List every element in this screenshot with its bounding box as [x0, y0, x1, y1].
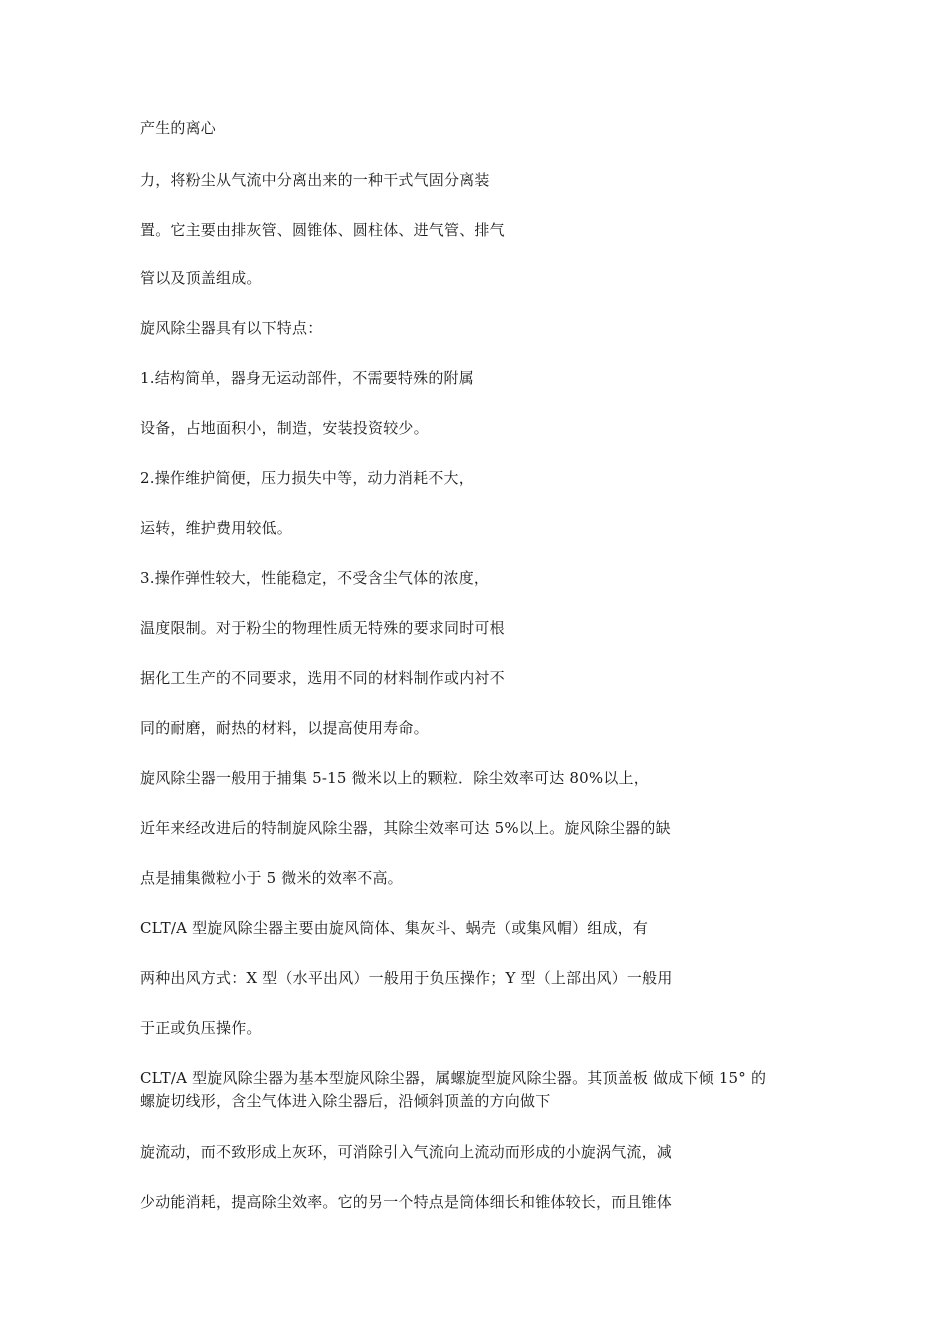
text-line: 据化工生产的不同要求，选用不同的材料制作或内衬不 [140, 669, 505, 687]
text-line: 两种出风方式：X 型（水平出风）一般用于负压操作；Y 型（上部出风）一般用 [140, 969, 673, 987]
text-line: 旋流动，而不致形成上灰环，可消除引入气流向上流动而形成的小旋涡气流，减 [140, 1143, 673, 1161]
text-line: 温度限制。对于粉尘的物理性质无特殊的要求同时可根 [140, 619, 505, 637]
text-line: 1.结构简单，器身无运动部件，不需要特殊的附属 [140, 369, 474, 387]
text-line: 产生的离心 [140, 119, 217, 137]
text-line: 3.操作弹性较大，性能稳定，不受含尘气体的浓度， [140, 569, 490, 587]
text-line: 设备，占地面积小，制造，安装投资较少。 [140, 419, 429, 437]
text-line: 螺旋切线形，含尘气体进入除尘器后，沿倾斜顶盖的方向做下 [140, 1092, 551, 1110]
text-line: 管以及顶盖组成。 [140, 269, 262, 287]
text-line: 置。它主要由排灰管、圆锥体、圆柱体、进气管、排气 [140, 221, 505, 239]
text-line: 同的耐磨，耐热的材料，以提高使用寿命。 [140, 719, 429, 737]
text-line: 力，将粉尘从气流中分离出来的一种干式气固分离装 [140, 171, 490, 189]
text-line: 2.操作维护简便，压力损失中等，动力消耗不大， [140, 469, 474, 487]
text-line: 于正或负压操作。 [140, 1019, 262, 1037]
text-line: 近年来经改进后的特制旋风除尘器，其除尘效率可达 5%以上。旋风除尘器的缺 [140, 819, 671, 837]
text-line: 少动能消耗，提高除尘效率。它的另一个特点是筒体细长和锥体较长，而且锥体 [140, 1193, 673, 1211]
text-line: CLT/A 型旋风除尘器主要由旋风筒体、集灰斗、蜗壳（或集风帽）组成，有 [140, 919, 649, 937]
text-line: 运转，维护费用较低。 [140, 519, 293, 537]
text-line: 旋风除尘器具有以下特点： [140, 319, 323, 337]
text-line: 旋风除尘器一般用于捕集 5-15 微米以上的颗粒．除尘效率可达 80%以上， [140, 769, 649, 787]
text-line: 点是捕集微粒小于 5 微米的效率不高。 [140, 869, 403, 887]
text-line: CLT/A 型旋风除尘器为基本型旋风除尘器，属螺旋型旋风除尘器。其顶盖板 做成下倾 15° 的 [140, 1069, 767, 1087]
